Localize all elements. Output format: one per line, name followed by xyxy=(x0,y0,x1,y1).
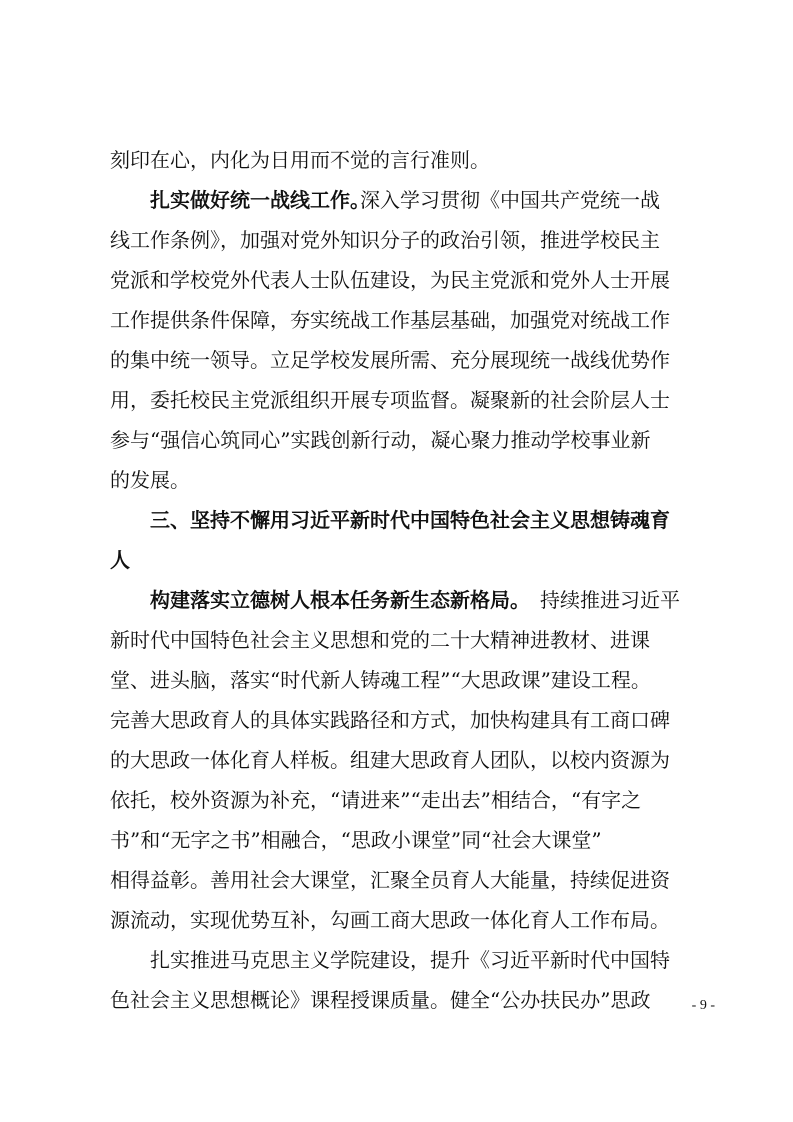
section-heading-continuation: 人 xyxy=(110,548,130,572)
section-heading-line xyxy=(0,540,793,580)
paragraph-line xyxy=(0,180,793,220)
body-text: 刻印在心，内化为日用而不觉的言行准则。 xyxy=(110,148,490,172)
paragraph-line xyxy=(0,140,793,180)
body-text: 的集中统一领导。立足学校发展所需、充分展现统一战线优势作 xyxy=(110,348,670,372)
body-text: 线工作条例》，加强对党外知识分子的政治引领，推进学校民主 xyxy=(110,228,660,252)
body-text: 书”和“无字之书”相融合，“思政小课堂”同“社会大课堂” xyxy=(110,828,602,852)
body-text: 依托，校外资源为补充，“请进来”“走出去”相结合，“有字之 xyxy=(110,788,642,812)
paragraph-line xyxy=(0,740,793,780)
body-text: 的发展。 xyxy=(110,468,190,492)
paragraph-line xyxy=(0,820,793,860)
body-text: 色社会主义思想概论》课程授课质量。健全“公办扶民办”思政 xyxy=(110,988,651,1012)
paragraph-line xyxy=(0,780,793,820)
body-text: 用，委托校民主党派组织开展专项监督。凝聚新的社会阶层人士 xyxy=(110,388,670,412)
body-text: 工作提供条件保障，夯实统战工作基层基础，加强党对统战工作 xyxy=(110,308,670,332)
body-text: 完善大思政育人的具体实践路径和方式，加快构建具有工商口碑 xyxy=(110,708,670,732)
paragraph-line xyxy=(0,620,793,660)
body-text: 党派和学校党外代表人士队伍建设，为民主党派和党外人士开展 xyxy=(110,268,670,292)
paragraph-line xyxy=(0,260,793,300)
paragraph-line xyxy=(0,860,793,900)
paragraph-line xyxy=(0,940,793,980)
body-text: 扎实推进马克思主义学院建设，提升《习近平新时代中国特 xyxy=(150,948,670,972)
section-heading-line xyxy=(0,500,793,540)
paragraph-line xyxy=(0,220,793,260)
body-text: 深入学习贯彻《中国共产党统一战 xyxy=(360,188,660,212)
body-text: 持续推进习近平 xyxy=(540,588,680,612)
paragraph-line xyxy=(0,700,793,740)
paragraph-line xyxy=(0,300,793,340)
body-text: 参与“强信心筑同心”实践创新行动，凝心聚力推动学校事业新 xyxy=(110,428,651,452)
body-text: 相得益彰。善用社会大课堂，汇聚全员育人大能量，持续促进资 xyxy=(110,868,670,892)
body-text: 源流动，实现优势互补，勾画工商大思政一体化育人工作布局。 xyxy=(110,908,670,932)
paragraph-line xyxy=(0,340,793,380)
paragraph-line xyxy=(0,900,793,940)
paragraph-line xyxy=(0,460,793,500)
bold-heading-text: 构建落实立德树人根本任务新生态新格局。 xyxy=(150,588,530,612)
paragraph-line xyxy=(0,580,793,620)
body-text: 的大思政一体化育人样板。组建大思政育人团队，以校内资源为 xyxy=(110,748,670,772)
body-text: 新时代中国特色社会主义思想和党的二十大精神进教材、进课 xyxy=(110,628,650,652)
paragraph-line xyxy=(0,380,793,420)
page-number: - 9 - xyxy=(691,998,715,1013)
section-heading: 三、坚持不懈用习近平新时代中国特色社会主义思想铸魂育 xyxy=(150,508,670,532)
body-text: 堂、进头脑，落实“时代新人铸魂工程”“大思政课”建设工程。 xyxy=(110,668,651,692)
paragraph-line xyxy=(0,420,793,460)
paragraph-line xyxy=(0,660,793,700)
bold-heading-text: 扎实做好统一战线工作。 xyxy=(150,188,370,212)
